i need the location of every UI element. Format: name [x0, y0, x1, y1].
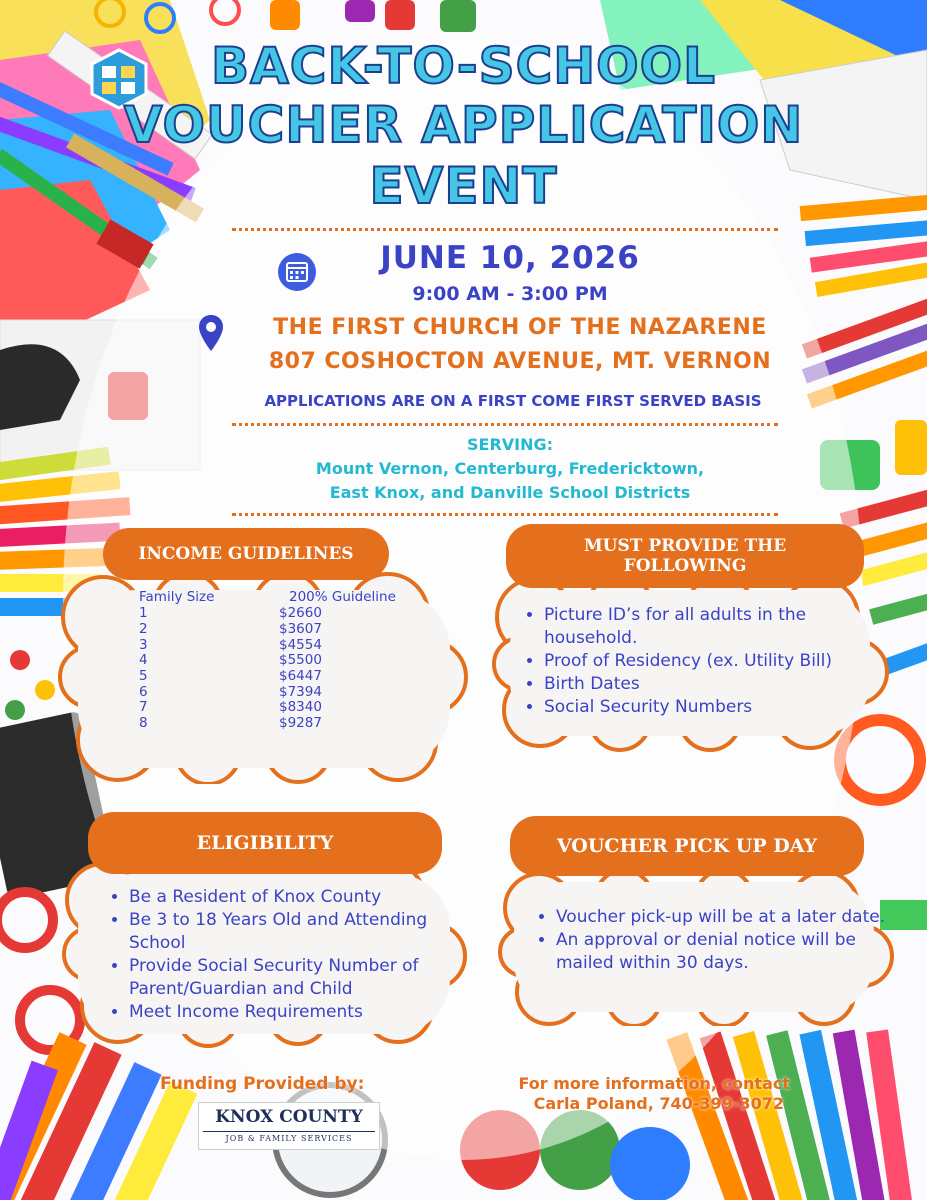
title-line-3: EVENT: [369, 157, 558, 215]
contact-line-2: Carla Poland, 740-399-3072: [533, 1094, 784, 1113]
table-row-amount: $9287: [279, 715, 322, 731]
must-provide-heading: [506, 524, 864, 588]
must-provide-list: [522, 604, 904, 719]
serving-districts-line-1: Mount Vernon, Centerburg, Fredericktown,: [315, 459, 705, 478]
location-address: 807 COSHOCTON AVENUE, MT. VERNON: [268, 349, 772, 374]
table-row-size: 8: [139, 715, 148, 731]
table-row-amount: $4554: [279, 637, 322, 653]
table-row-amount: $3607: [279, 621, 322, 637]
divider: [232, 513, 778, 516]
table-row-size: 1: [139, 605, 148, 621]
serving-districts-line-2: East Knox, and Danville School Districts: [329, 483, 691, 502]
list-item: • Social Security Numbers: [544, 696, 904, 719]
table-row-amount: $8340: [279, 699, 322, 715]
table-row-amount: $5500: [279, 652, 322, 668]
voucher-pickup-heading: VOUCHER PICK UP DAY: [510, 816, 864, 876]
must-provide-heading-line-1: MUST PROVIDE THE: [583, 536, 787, 556]
list-item: • Proof of Residency (ex. Utility Bill): [544, 650, 904, 673]
eligibility-heading: ELIGIBILITY: [88, 812, 442, 874]
table-header-guideline: 200% Guideline: [289, 589, 396, 605]
logo-subtitle: JOB & FAMILY SERVICES: [203, 1131, 375, 1143]
list-item: • An approval or denial notice will be mailed within 30 days.: [556, 929, 896, 975]
table-row-size: 4: [139, 652, 148, 668]
table-row-amount: $2660: [279, 605, 322, 621]
event-time: 9:00 AM - 3:00 PM: [412, 283, 608, 305]
table-row-size: 2: [139, 621, 148, 637]
divider: [232, 228, 778, 231]
table-row-size: 3: [139, 637, 148, 653]
location-name: THE FIRST CHURCH OF THE NAZARENE: [273, 315, 767, 340]
must-provide-heading-line-2: FOLLOWING: [623, 556, 747, 576]
first-come-notice: APPLICATIONS ARE ON A FIRST COME FIRST SERVED BASIS: [264, 392, 762, 410]
knox-county-logo: [198, 1102, 380, 1150]
contact-line-1: For more information, contact: [518, 1074, 790, 1093]
funding-label: Funding Provided by:: [160, 1074, 365, 1094]
serving-heading: SERVING:: [466, 435, 554, 454]
table-row-size: 7: [139, 699, 148, 715]
list-item: • Provide Social Security Number of Parent/Guardian and Child: [129, 955, 479, 1001]
income-guidelines-table: [139, 590, 419, 750]
table-header-family-size: Family Size: [139, 589, 215, 605]
title-line-2: VOUCHER APPLICATION: [123, 96, 804, 154]
eligibility-list: [107, 886, 479, 1024]
list-item: • Be 3 to 18 Years Old and Attending School: [129, 909, 479, 955]
table-row-size: 5: [139, 668, 148, 684]
list-item: • Meet Income Requirements: [129, 1001, 479, 1024]
logo-name: KNOX COUNTY: [215, 1107, 363, 1127]
list-item: • Picture ID’s for all adults in the household.: [544, 604, 904, 650]
event-date: JUNE 10, 2026: [380, 240, 640, 276]
divider: [232, 423, 778, 426]
table-row-size: 6: [139, 684, 148, 700]
table-row-amount: $7394: [279, 684, 322, 700]
voucher-pickup-list: [534, 906, 896, 975]
table-row-amount: $6447: [279, 668, 322, 684]
title-line-1: BACK-TO-SCHOOL: [210, 37, 716, 95]
list-item: • Birth Dates: [544, 673, 904, 696]
list-item: • Voucher pick-up will be at a later date.: [556, 906, 896, 929]
list-item: • Be a Resident of Knox County: [129, 886, 479, 909]
income-guidelines-heading: INCOME GUIDELINES: [103, 528, 389, 580]
